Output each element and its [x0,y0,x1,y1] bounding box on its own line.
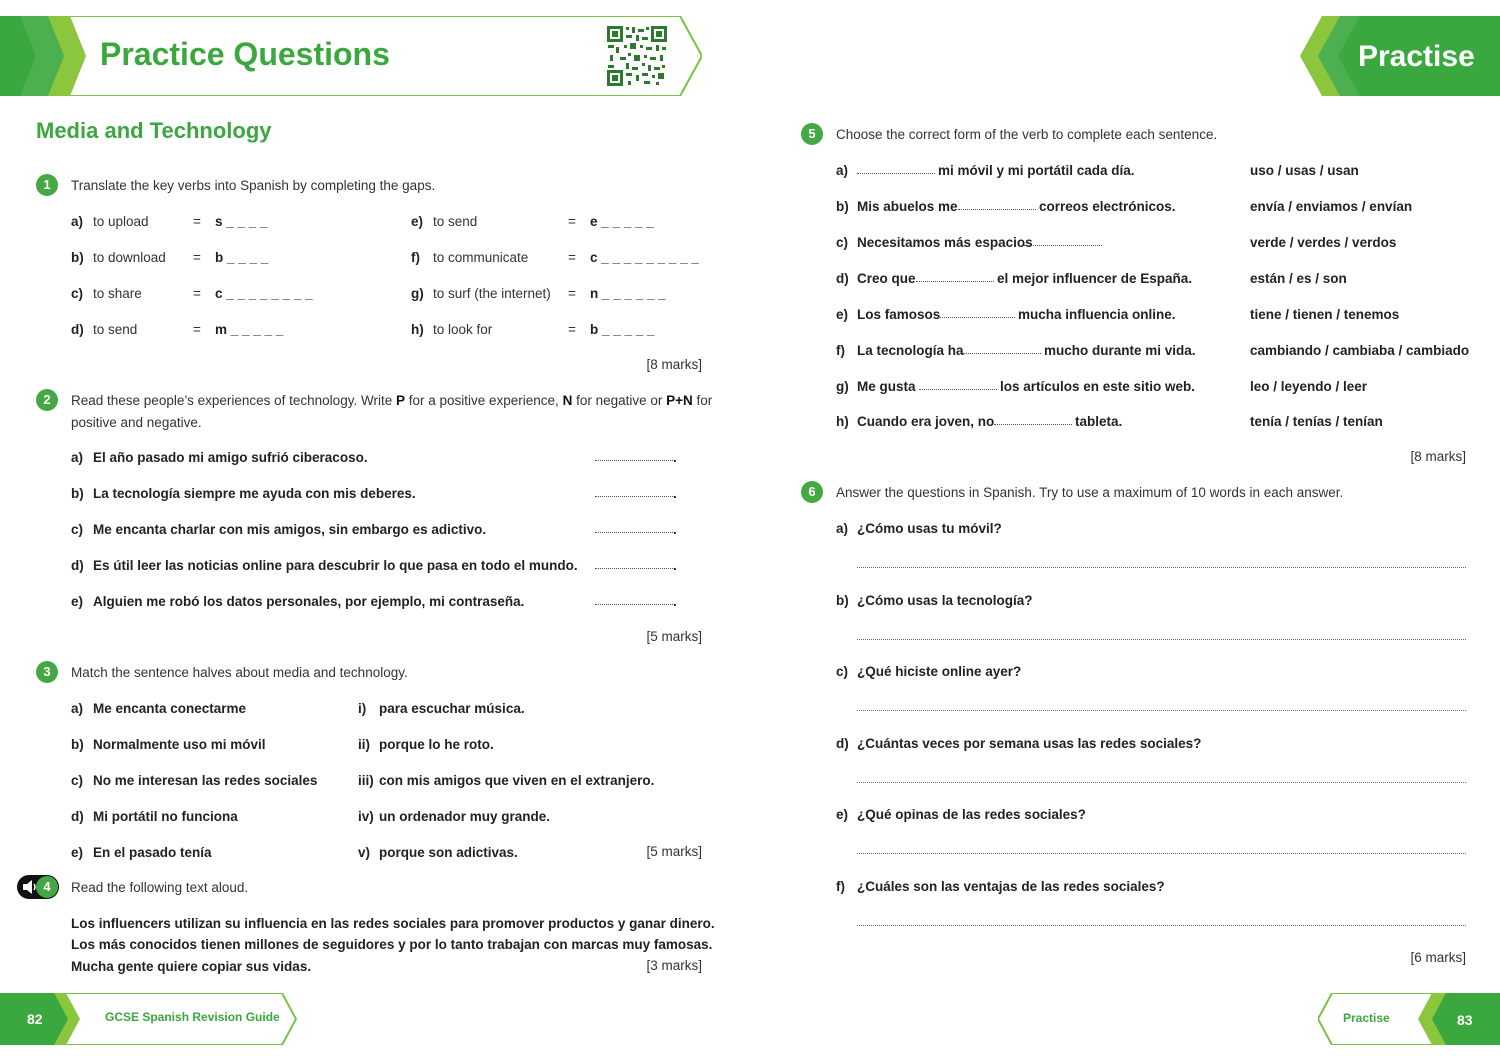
equals-sign: = [193,250,201,265]
equals-sign: = [193,322,201,337]
sentence-end: porque son adictivas. [379,845,518,860]
section-title: Media and Technology [36,118,272,143]
q2-label: c) [71,522,84,537]
mixed-code: P+N [666,393,693,408]
q5-instruction: Choose the correct form of the verb to complete each sentence. [836,127,1218,142]
verb-options: cambiando / cambiaba / cambiado [1250,343,1470,358]
verb-options: tenía / tenías / tenían [1250,414,1383,429]
section-tab: Practise [1343,1011,1390,1025]
verb-blank[interactable] [963,353,1041,354]
q3-label: iii) [358,773,374,788]
q1-label: a) [71,214,84,229]
q1-label: h) [411,322,424,337]
q6-question: ¿Qué opinas de las redes sociales? [857,807,1086,822]
sentence-end: un ordenador muy grande. [379,809,551,824]
q5-label: f) [836,343,845,358]
page-number: 83 [1457,1012,1473,1028]
sentence-end: con mis amigos que viven en el extranjero. [379,773,655,788]
verb-options: uso / usas / usan [1250,163,1359,178]
gap-answer[interactable]: b _ _ _ _ [215,250,269,265]
marks-label: [5 marks] [646,629,702,644]
verb-blank[interactable] [937,317,1015,318]
verb-options: verde / verdes / verdos [1250,235,1397,250]
gap-answer[interactable]: c _ _ _ _ _ _ _ _ _ [590,250,699,265]
sentence-after: mucho durante mi vida. [1044,343,1196,358]
verb-options: tiene / tienen / tenemos [1250,307,1400,322]
sentence-start: No me interesan las redes sociales [93,773,318,788]
period: . [673,558,677,573]
q1-english: to communicate [433,250,529,265]
equals-sign: = [193,214,201,229]
answer-line[interactable] [857,853,1466,854]
marks-label: [6 marks] [1410,950,1466,965]
q2-sentence: Alguien me robó los datos personales, por ejemplo, mi contraseña. [93,594,525,609]
q2-instruction [71,393,712,408]
q2-sentence: Es útil leer las noticias online para descubrir lo que pasa en todo el mundo. [93,558,578,573]
instruction-text: for negative or [572,393,667,408]
question-number: 1 [36,174,58,196]
q3-label: c) [71,773,84,788]
q1-label: b) [71,250,84,265]
sentence-before: Mis abuelos me [857,199,958,214]
page-title: Practice Questions [100,36,390,72]
q5-label: d) [836,271,849,286]
answer-line[interactable] [857,639,1466,640]
q5-label: c) [836,235,849,250]
sentence-end: para escuchar música. [379,701,525,716]
q1-english: to share [93,286,142,301]
gap-answer[interactable]: m _ _ _ _ _ [215,322,284,337]
instruction-text: for a positive experience, [404,393,563,408]
q1-label: g) [411,286,424,301]
negative-code: N [562,393,573,408]
verb-blank[interactable] [1024,245,1102,246]
book-title: GCSE Spanish Revision Guide [105,1010,280,1024]
answer-line[interactable] [857,782,1466,783]
q6-label: b) [836,593,849,608]
sentence-after: correos electrónicos. [1039,199,1176,214]
sentence-before: La tecnología ha [857,343,964,358]
positive-code: P [395,393,405,408]
q2-sentence: La tecnología siempre me ayuda con mis deberes. [93,486,416,501]
q1-label: c) [71,286,84,301]
read-aloud-line: Los influencers utilizan su influencia en las redes sociales para promover productos y ganar dinero. [71,916,715,931]
sentence-before: Los famosos [857,307,941,322]
gap-answer[interactable]: c _ _ _ _ _ _ _ _ [215,286,313,301]
q3-label: d) [71,809,84,824]
q5-label: b) [836,199,849,214]
q1-english: to download [93,250,166,265]
q6-instruction: Answer the questions in Spanish. Try to use a maximum of 10 words in each answer. [836,485,1344,500]
q3-label: b) [71,737,84,752]
equals-sign: = [568,250,576,265]
q1-label: e) [411,214,424,229]
qr-code-icon[interactable] [606,25,668,87]
q1-english: to upload [93,214,149,229]
instruction-text: Read these people’s experiences of technology. Write [71,393,396,408]
practise-label: Practise [1358,40,1475,73]
verb-blank[interactable] [994,424,1072,425]
gap-answer[interactable]: e _ _ _ _ _ [590,214,654,229]
sentence-start: Mi portátil no funciona [93,809,238,824]
verb-options: envía / enviamos / envían [1250,199,1413,214]
page-number: 82 [27,1011,43,1027]
q2-label: a) [71,450,84,465]
sentence-before: Creo que [857,271,916,286]
read-aloud-line: Mucha gente quiere copiar sus vidas. [71,959,312,974]
q2-label: e) [71,594,84,609]
q6-question: ¿Qué hiciste online ayer? [857,664,1022,679]
answer-line[interactable] [857,925,1466,926]
verb-blank[interactable] [958,209,1036,210]
q6-question: ¿Cuáles son las ventajas de las redes sociales? [857,879,1165,894]
sentence-after: el mejor influencer de España. [997,271,1193,286]
q1-english: to send [93,322,138,337]
q3-label: ii) [358,737,370,752]
question-number: 6 [801,481,823,503]
q2-label: d) [71,558,84,573]
q1-label: d) [71,322,84,337]
question-number: 2 [36,389,58,411]
q6-question: ¿Cuántas veces por semana usas las redes sociales? [857,736,1202,751]
q3-label: iv) [358,809,374,824]
sentence-start: Me encanta conectarme [93,701,247,716]
read-aloud-line: Los más conocidos tienen millones de seguidores y por lo tanto trabajan con marcas muy famosas. [71,937,713,952]
q6-question: ¿Cómo usas la tecnología? [857,593,1033,608]
q2-instruction-cont: positive and negative. [71,415,202,430]
period: . [673,450,677,465]
verb-blank[interactable] [919,389,997,390]
q6-label: e) [836,807,849,822]
q3-label: v) [358,845,371,860]
equals-sign: = [193,286,201,301]
answer-blank[interactable] [595,604,673,605]
gap-answer[interactable]: b _ _ _ _ _ [590,322,655,337]
q2-label: b) [71,486,84,501]
q5-label: g) [836,379,849,394]
verb-options: leo / leyendo / leer [1250,379,1368,394]
sentence-before: Me gusta [857,379,916,394]
q1-english: to send [433,214,478,229]
q5-label: e) [836,307,849,322]
question-number: 3 [36,661,58,683]
q5-label: a) [836,163,849,178]
answer-line[interactable] [857,567,1466,568]
period: . [673,522,677,537]
q3-label: i) [358,701,367,716]
q3-label: e) [71,845,84,860]
q3-instruction: Match the sentence halves about media and technology. [71,665,408,680]
marks-label: [8 marks] [646,357,702,372]
q2-sentence: Me encanta charlar con mis amigos, sin embargo es adictivo. [93,522,487,537]
equals-sign: = [568,322,576,337]
q6-question: ¿Cómo usas tu móvil? [857,521,1002,536]
verb-options: están / es / son [1250,271,1347,286]
answer-line[interactable] [857,710,1466,711]
sentence-after: tableta. [1075,414,1123,429]
sentence-start: Normalmente uso mi móvil [93,737,266,752]
marks-label: [3 marks] [646,958,702,973]
question-number: 4 [36,876,58,898]
marks-label: [5 marks] [646,844,702,859]
q1-english: to surf (the internet) [433,286,551,301]
sentence-after: los artículos en este sitio web. [1000,379,1196,394]
q6-label: f) [836,879,845,894]
q2-sentence: El año pasado mi amigo sufrió ciberacoso. [93,450,368,465]
q1-english: to look for [433,322,493,337]
answer-blank[interactable] [595,568,673,569]
instruction-text: for [692,393,713,408]
sentence-after: mi móvil y mi portátil cada día. [938,163,1135,178]
answer-blank[interactable] [595,532,673,533]
gap-answer[interactable]: s _ _ _ _ [215,214,268,229]
sentence-start: En el pasado tenía [93,845,212,860]
q1-instruction: Translate the key verbs into Spanish by completing the gaps. [71,178,436,193]
q6-label: c) [836,664,849,679]
sentence-before: Cuando era joven, no [857,414,995,429]
q1-label: f) [411,250,420,265]
period: . [673,594,677,609]
q6-label: d) [836,736,849,751]
q5-label: h) [836,414,849,429]
q6-label: a) [836,521,849,536]
answer-blank[interactable] [595,496,673,497]
sentence-end: porque lo he roto. [379,737,494,752]
equals-sign: = [568,214,576,229]
period: . [673,486,677,501]
q4-instruction: Read the following text aloud. [71,880,249,895]
sentence-before: Necesitamos más espacios [857,235,1033,250]
answer-blank[interactable] [595,460,673,461]
equals-sign: = [568,286,576,301]
verb-blank[interactable] [857,173,935,174]
sentence-after: mucha influencia online. [1018,307,1176,322]
question-number: 5 [801,123,823,145]
verb-blank[interactable] [916,281,994,282]
marks-label: [8 marks] [1410,449,1466,464]
gap-answer[interactable]: n _ _ _ _ _ _ [590,286,666,301]
q3-label: a) [71,701,84,716]
